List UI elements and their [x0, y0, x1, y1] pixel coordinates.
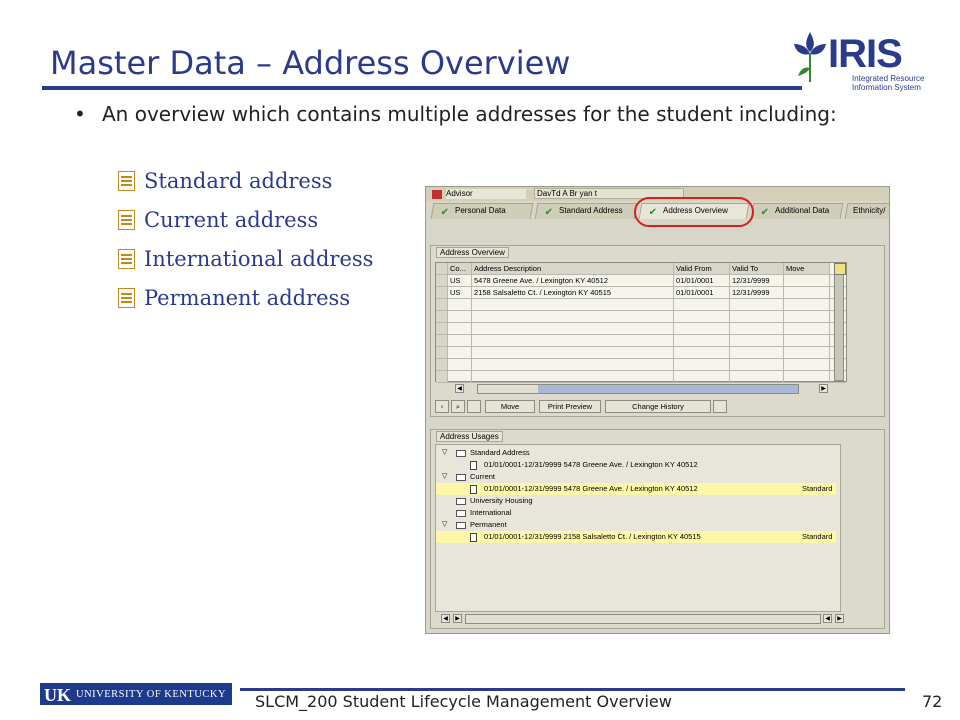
expand-icon[interactable]: ▽ [442, 449, 448, 456]
uk-logo [40, 683, 232, 705]
column-header[interactable]: Move [784, 263, 830, 274]
row-selector [436, 263, 448, 274]
address-usages-panel [430, 429, 885, 629]
folder-icon [456, 510, 466, 517]
tab-personal-data[interactable] [431, 203, 534, 219]
panel-title: Address Usages [436, 431, 503, 442]
tree-folder[interactable] [436, 507, 836, 519]
table-row[interactable] [436, 287, 846, 299]
table-settings-icon[interactable] [834, 263, 846, 275]
bullet-text: An overview which contains multiple addresses for the student including: [102, 102, 837, 126]
column-header[interactable]: Address Description [472, 263, 674, 274]
table-header [436, 263, 846, 275]
tab-label: Standard Address [559, 206, 623, 215]
folder-icon [456, 474, 466, 481]
tree-label: 01/01/0001-12/31/9999 2158 Salsaletto Ct. / Lexington KY 40515 [484, 532, 701, 541]
iris-logo [790, 28, 950, 98]
scroll-right-icon[interactable]: ▶ [835, 614, 844, 623]
table-cell: US [448, 287, 472, 298]
check-icon: ✔ [760, 207, 770, 218]
expand-icon[interactable]: ▽ [442, 473, 448, 480]
tree-label: Current [470, 472, 496, 481]
scroll-left-icon[interactable]: ◀ [823, 614, 832, 623]
advisor-value: DavTd A Br yan t [534, 188, 684, 199]
subitem-label: International address [144, 247, 374, 271]
list-box-icon [118, 249, 135, 269]
table-row[interactable] [436, 275, 846, 287]
subitem-current [118, 208, 318, 232]
table-cell: 01/01/0001 [674, 275, 730, 286]
check-icon: ✔ [648, 207, 658, 218]
tab-label: Ethnicity/ [853, 206, 886, 215]
column-header[interactable]: Valid From [674, 263, 730, 274]
tab-label: Personal Data [455, 206, 506, 215]
iris-flower-icon [790, 28, 830, 84]
subitem-permanent [118, 286, 350, 310]
tab-label: Additional Data [775, 206, 830, 215]
check-icon: ✔ [440, 207, 450, 218]
expand-icon[interactable]: ▽ [442, 521, 448, 528]
check-icon: ✔ [544, 207, 554, 218]
list-box-icon [118, 288, 135, 308]
change-history-button[interactable]: Change History [605, 400, 711, 413]
list-box-icon [118, 171, 135, 191]
title-underline [42, 86, 802, 90]
tree-item[interactable] [436, 531, 836, 543]
horizontal-scrollbar[interactable] [465, 614, 821, 624]
address-table [435, 262, 847, 382]
logo-text: IRIS [828, 32, 902, 76]
table-cell: 12/31/9999 [730, 275, 784, 286]
folder-icon [456, 498, 466, 505]
logo-subtitle: Integrated Resource Information System [852, 74, 925, 92]
footer-rule [240, 688, 905, 691]
table-row-empty[interactable] [436, 347, 846, 359]
document-icon [470, 485, 477, 494]
footer-text: SLCM_200 Student Lifecycle Management Overview [255, 692, 672, 711]
scroll-left-icon[interactable]: ◀ [455, 384, 464, 393]
subitem-standard [118, 169, 332, 193]
table-row-empty[interactable] [436, 323, 846, 335]
row-selector[interactable] [436, 287, 448, 298]
table-cell: 5478 Greene Ave. / Lexington KY 40512 [472, 275, 674, 286]
tree-extra: Standard [802, 484, 833, 493]
table-row-empty[interactable] [436, 371, 846, 383]
table-cell: 12/31/9999 [730, 287, 784, 298]
scroll-left-icon[interactable]: ◀ [441, 614, 450, 623]
slide-title: Master Data – Address Overview [50, 44, 571, 82]
subitem-international [118, 247, 373, 271]
tree-item[interactable] [436, 483, 836, 495]
usage-tree [435, 444, 841, 612]
tree-label: Permanent [470, 520, 507, 529]
vertical-scrollbar[interactable] [834, 263, 844, 381]
tree-folder[interactable] [436, 495, 836, 507]
tab-ethnicity[interactable] [845, 203, 890, 219]
scroll-right-icon[interactable]: ▶ [453, 614, 462, 623]
move-button[interactable]: Move [485, 400, 535, 413]
column-header[interactable]: Valid To [730, 263, 784, 274]
open-folder-icon [456, 522, 466, 529]
column-header[interactable]: Co... [448, 263, 472, 274]
uk-university-name: UNIVERSITY OF KENTUCKY [76, 689, 227, 700]
tree-extra: Standard [802, 532, 833, 541]
delete-icon[interactable] [467, 400, 481, 413]
tree-label: University Housing [470, 496, 533, 505]
subitem-label: Permanent address [144, 286, 351, 310]
tree-label: International [470, 508, 512, 517]
bullet-dot-icon: • [74, 102, 86, 126]
subitem-label: Current address [144, 208, 319, 232]
highlight-oval [634, 197, 754, 227]
table-row-empty[interactable] [436, 359, 846, 371]
tree-label: 01/01/0001-12/31/9999 5478 Greene Ave. / Lexington KY 40512 [484, 484, 698, 493]
tab-label: Address Overview [663, 206, 728, 215]
table-cell [784, 275, 830, 286]
uk-mark: UK [44, 685, 71, 705]
export-icon[interactable] [713, 400, 727, 413]
tree-folder[interactable] [436, 519, 836, 531]
student-icon [432, 190, 442, 199]
tree-folder[interactable] [436, 447, 836, 459]
panel-title: Address Overview [436, 247, 509, 258]
list-box-icon [118, 210, 135, 230]
print-preview-button[interactable]: Print Preview [539, 400, 601, 413]
table-row-empty[interactable] [436, 299, 846, 311]
document-icon [470, 461, 477, 470]
folder-icon [456, 450, 466, 457]
subitem-label: Standard address [144, 169, 333, 193]
horizontal-scrollbar[interactable] [477, 384, 799, 394]
new-icon[interactable]: ▫ [435, 400, 449, 413]
sap-screenshot [425, 186, 890, 634]
search-icon[interactable]: ⌕ [451, 400, 465, 413]
table-row-empty[interactable] [436, 335, 846, 347]
tree-item[interactable] [436, 459, 836, 471]
tab-standard-address[interactable] [535, 203, 638, 219]
tree-label: 01/01/0001-12/31/9999 5478 Greene Ave. / Lexington KY 40512 [484, 460, 698, 469]
table-row-empty[interactable] [436, 311, 846, 323]
table-cell [784, 287, 830, 298]
scrollbar-thumb[interactable] [538, 385, 798, 393]
table-cell: 2158 Salsaletto Ct. / Lexington KY 40515 [472, 287, 674, 298]
document-icon [470, 533, 477, 542]
table-cell: US [448, 275, 472, 286]
table-cell: 01/01/0001 [674, 287, 730, 298]
advisor-label: Advisor [446, 189, 526, 199]
tab-additional-data[interactable] [751, 203, 844, 219]
tree-folder[interactable] [436, 471, 836, 483]
address-overview-panel [430, 245, 885, 417]
page-number: 72 [922, 692, 943, 711]
row-selector[interactable] [436, 275, 448, 286]
tree-label: Standard Address [470, 448, 530, 457]
scroll-right-icon[interactable]: ▶ [819, 384, 828, 393]
